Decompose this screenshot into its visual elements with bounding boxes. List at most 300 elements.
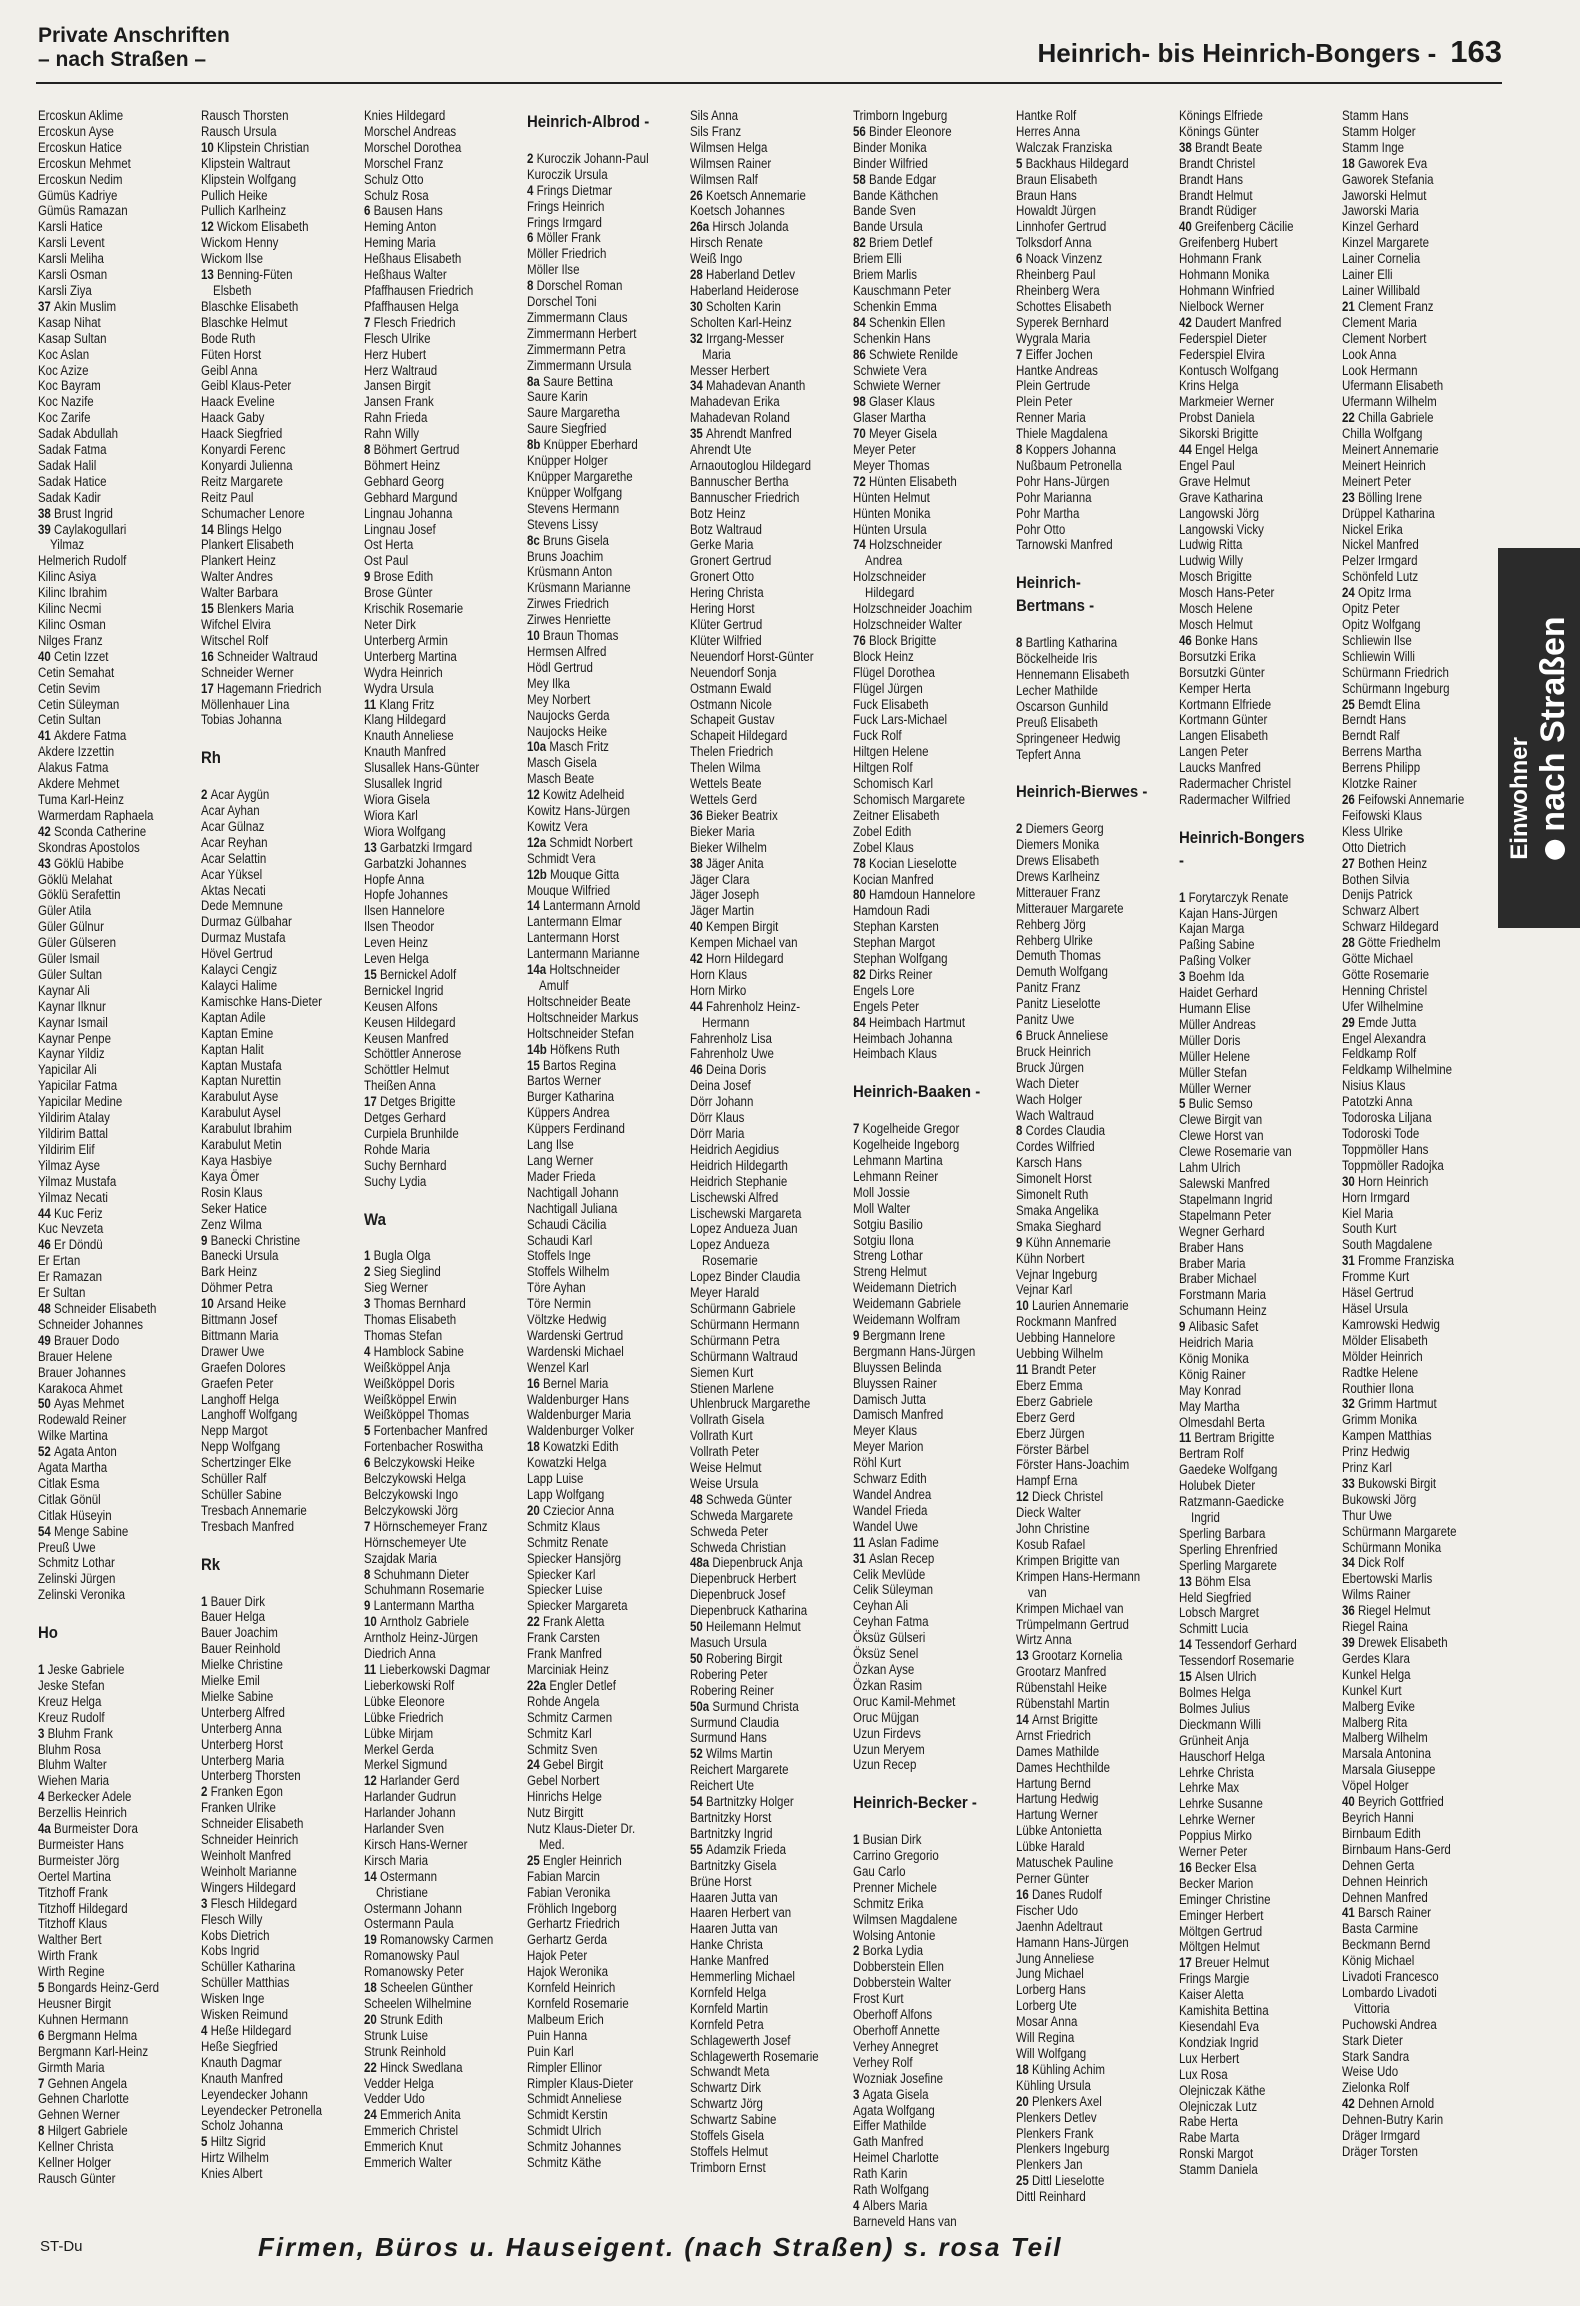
resident-entry: Krimpen Hans-Hermann [1016, 1568, 1141, 1584]
resident-entry: Clewe Birgit van [1179, 1112, 1263, 1128]
resident-entry: Akdere Izzettin [38, 744, 115, 760]
resident-entry: Sperling Barbara [1179, 1525, 1266, 1541]
resident-name: Chilla Gabriele [1358, 410, 1434, 426]
resident-entry: Lopez Binder Claudia [690, 1269, 801, 1285]
resident-entry [1342, 1794, 1502, 1810]
resident-entry: Demuth Wolfgang [1016, 964, 1108, 980]
resident-entry [1179, 140, 1339, 156]
resident-name: Bauer Dirk [210, 1593, 266, 1609]
resident-entry [1342, 299, 1502, 315]
resident-entry: Braun Elisabeth [1016, 171, 1098, 187]
resident-entry: Kilinc Necmi [38, 601, 102, 617]
resident-entry: Schwarz Albert [1342, 903, 1419, 919]
resident-entry: Zenz Wilma [201, 1216, 262, 1232]
resident-entry: Mouque Wilfried [527, 882, 611, 898]
resident-entry [1179, 633, 1339, 649]
resident-entry [364, 840, 524, 856]
resident-entry: Aktas Necati [201, 882, 266, 898]
resident-entry: Schürmann Gabriele [690, 1300, 796, 1316]
house-number: 84 [853, 1014, 870, 1030]
resident-entry: Tepfert Anna [1016, 746, 1081, 762]
resident-entry: Vedder Helga [364, 2075, 434, 2091]
house-number: 2 [1016, 821, 1026, 837]
resident-entry: Leven Helga [364, 951, 429, 967]
resident-entry: Uzun Firdevs [853, 1725, 921, 1741]
footer-note: Firmen, Büros u. Hauseigent. (nach Straßen) s. rosa Teil [258, 2232, 1063, 2262]
resident-entry: Renner Maria [1016, 410, 1086, 426]
resident-entry: Kaya Hasbiye [201, 1152, 273, 1168]
resident-entry: Knüpper Margarethe [527, 469, 633, 485]
resident-entry: Müller Andreas [1179, 1016, 1256, 1032]
resident-entry: Kaptan Halit [201, 1041, 264, 1057]
resident-entry: Förster Hans-Joachim [1016, 1457, 1130, 1473]
resident-entry: Zirwes Friedrich [527, 596, 609, 612]
resident-entry: Ostermann Paula [364, 1916, 454, 1932]
resident-entry: Holzschneider [853, 569, 926, 585]
resident-entry [364, 1869, 524, 1885]
resident-name: Harlander Gerd [380, 1773, 460, 1789]
resident-entry: Gau Carlo [853, 1863, 906, 1879]
resident-entry: Kilinc Asiya [38, 569, 97, 585]
resident-entry: Müller Werner [1179, 1080, 1252, 1096]
house-number: 7 [1016, 346, 1026, 362]
resident-entry: Wardenski Michael [527, 1343, 624, 1359]
resident-name: Flesch Friedrich [373, 314, 456, 330]
resident-name: Briem Detlef [869, 235, 933, 251]
resident-entry: Geibl Anna [201, 362, 258, 378]
resident-entry: Kunkel Kurt [1342, 1682, 1402, 1698]
resident-entry: Chilla Wolfgang [1342, 426, 1423, 442]
resident-entry: Howaldt Jürgen [1016, 203, 1097, 219]
resident-entry [364, 203, 524, 219]
spacer [527, 135, 687, 151]
resident-entry: Kaptan Adile [201, 1009, 266, 1025]
resident-entry: Demuth Thomas [1016, 948, 1101, 964]
house-number: 72 [853, 473, 870, 489]
house-number: 9 [1016, 1234, 1026, 1250]
resident-name: Fahrenholz Heinz- [706, 998, 801, 1014]
resident-entry: Mosch Brigitte [1179, 569, 1252, 585]
resident-entry: Hajok Peter [527, 1948, 588, 1964]
resident-name: Bieker Beatrix [706, 807, 778, 823]
resident-entry: Burmeister Hans [38, 1836, 124, 1852]
street-range-header [1038, 34, 1502, 70]
resident-entry: Dörr Klaus [690, 1110, 745, 1126]
resident-entry: Hamdoun Radi [853, 903, 930, 919]
resident-entry: Schürmann Petra [690, 1332, 780, 1348]
house-number: 6 [1016, 251, 1026, 267]
resident-entry: Saure Karin [527, 389, 588, 405]
resident-entry: Häsel Gertrud [1342, 1285, 1414, 1301]
resident-entry: Bartnitzky Horst [690, 1809, 772, 1825]
resident-entry: Yilmaz Necati [38, 1189, 108, 1205]
house-number: 10 [364, 1614, 381, 1630]
house-number: 78 [853, 855, 870, 871]
resident-entry: Spiecker Karl [527, 1566, 596, 1582]
resident-entry: Birnbaum Hans-Gerd [1342, 1841, 1451, 1857]
resident-entry: Schaudi Cäcilia [527, 1216, 607, 1232]
resident-name: Cetin Izzet [54, 648, 109, 664]
resident-entry: Lobsch Margret [1179, 1605, 1260, 1621]
resident-entry [1016, 2094, 1176, 2110]
resident-entry: Celik Süleyman [853, 1582, 934, 1598]
resident-entry: Wirtz Anna [1016, 1632, 1072, 1648]
resident-entry: Rimpler Ellinor [527, 2059, 602, 2075]
spacer [1016, 619, 1176, 635]
resident-entry: Vollrath Gisela [690, 1412, 765, 1428]
resident-entry [690, 188, 850, 204]
resident-entry [527, 437, 687, 453]
resident-entry: Hanke Christa [690, 1937, 763, 1953]
resident-entry: Oruc Kamil-Mehmet [853, 1693, 956, 1709]
resident-entry: Acar Gülnaz [201, 818, 265, 834]
resident-entry: Plenkers Detlev [1016, 2109, 1097, 2125]
resident-entry: Jaworski Helmut [1342, 187, 1427, 203]
resident-entry: Nielbock Werner [1179, 298, 1264, 314]
resident-entry: Szajdak Maria [364, 1550, 437, 1566]
house-number: 26 [1342, 791, 1359, 807]
resident-name: Bernel Maria [543, 1375, 609, 1391]
resident-name: Kocian Lieselotte [869, 855, 957, 871]
house-number: 50 [690, 1650, 707, 1666]
resident-entry: Weinholt Marianne [201, 1863, 297, 1879]
resident-entry: Malberg Rita [1342, 1714, 1408, 1730]
resident-entry: Bruck Jürgen [1016, 1059, 1084, 1075]
house-number: 14 [1179, 1637, 1196, 1653]
resident-name: Scheelen Günther [380, 1980, 473, 1996]
resident-entry: Kortmann Günter [1179, 712, 1268, 728]
resident-entry: Arnaoutoglou Hildegard [690, 457, 812, 473]
resident-entry: Schneider Werner [201, 664, 294, 680]
resident-entry: Detges Gerhard [364, 1110, 446, 1126]
resident-entry [364, 1455, 524, 1471]
resident-name: Sconda Catherine [54, 823, 147, 839]
resident-entry: Rehberg Ulrike [1016, 932, 1093, 948]
resident-entry: Kaya Ömer [201, 1168, 260, 1184]
resident-entry: Neuendorf Sonja [690, 664, 777, 680]
resident-entry: Hampf Erna [1016, 1473, 1078, 1489]
resident-entry [201, 522, 361, 538]
resident-entry [853, 633, 1013, 649]
footer-code: ST-Du [40, 2238, 83, 2255]
resident-name: Klipstein Christian [217, 139, 310, 155]
resident-entry: Lübke Harald [1016, 1839, 1085, 1855]
resident-entry: Reitz Paul [201, 489, 254, 505]
resident-entry [38, 1444, 198, 1460]
resident-entry: Knauth Anneliese [364, 728, 454, 744]
resident-entry: Kellner Christa [38, 2139, 114, 2155]
resident-entry: Fuck Lars-Michael [853, 712, 948, 728]
resident-name: Cordes Claudia [1025, 1123, 1105, 1139]
resident-entry: Ercoskun Nedim [38, 171, 123, 187]
resident-entry: Zirwes Henriette [527, 612, 611, 628]
house-number: 46 [690, 1062, 707, 1078]
resident-entry: Rausch Ursula [201, 123, 277, 139]
resident-name: Robering Birgit [706, 1650, 783, 1666]
resident-name: Hilgert Gabriele [47, 2123, 128, 2139]
resident-entry: Wiora Karl [364, 807, 418, 823]
resident-entry: Berndt Ralf [1342, 728, 1400, 744]
resident-name: Busian Dirk [862, 1832, 922, 1848]
resident-entry: Wisken Inge [201, 1991, 265, 2007]
resident-entry: Titzhoff Klaus [38, 1916, 108, 1932]
house-number: 20 [1016, 2093, 1033, 2109]
resident-entry: Binder Monika [853, 139, 927, 155]
resident-entry: Klüter Wilfried [690, 632, 762, 648]
house-number: 10 [201, 139, 218, 155]
resident-entry: Bruns Joachim [527, 548, 604, 564]
resident-name: Engler Detlef [549, 1677, 616, 1693]
page-number: 163 [1450, 34, 1502, 69]
resident-entry: Warmerdam Raphaela [38, 807, 154, 823]
house-number: 39 [38, 521, 55, 537]
resident-entry: Rheinberg Wera [1016, 282, 1100, 298]
resident-entry: South Kurt [1342, 1221, 1397, 1237]
resident-entry: Pfaffhausen Helga [364, 298, 459, 314]
resident-entry [1179, 1860, 1339, 1876]
resident-entry: Wandel Andrea [853, 1487, 932, 1502]
resident-entry: Schapeit Hildegard [690, 728, 788, 744]
resident-entry: Wandel Frieda [853, 1502, 928, 1518]
resident-entry: Kauschmann Peter [853, 282, 951, 298]
resident-entry: Unterberg Anna [201, 1720, 282, 1736]
resident-entry [364, 1598, 524, 1614]
resident-entry [690, 378, 850, 394]
resident-entry: Mielke Christine [201, 1657, 283, 1673]
street-heading: Heinrich-Bongers [1179, 827, 1305, 847]
resident-entry: Scholten Karl-Heinz [690, 314, 792, 330]
resident-entry: Möltgen Helmut [1179, 1939, 1260, 1955]
resident-entry: Brauer Helene [38, 1348, 113, 1364]
resident-entry: Poppius Mirko [1179, 1828, 1252, 1844]
resident-entry: Gebel Norbert [527, 1773, 600, 1789]
resident-name: Lantermann Martha [373, 1598, 475, 1614]
resident-entry: Schliewin Willi [1342, 648, 1415, 664]
resident-entry: Karsli Levent [38, 235, 105, 251]
resident-entry: Bittmann Josef [201, 1312, 278, 1328]
resident-entry: Masuch Ursula [690, 1635, 767, 1650]
house-number: 22 [1342, 410, 1359, 426]
resident-entry: Wiora Wolfgang [364, 823, 446, 839]
resident-entry: Thelen Wilma [690, 760, 761, 776]
resident-entry [1342, 1476, 1502, 1492]
resident-entry: Ufermann Elisabeth [1342, 378, 1444, 394]
resident-entry: Matuschek Pauline [1016, 1855, 1114, 1871]
house-number: 28 [1342, 935, 1359, 951]
resident-name: Tessendorf Gerhard [1195, 1637, 1297, 1653]
street-heading: Heinrich-Bierwes - [1016, 782, 1148, 802]
resident-entry: Belczykowski Jörg [364, 1502, 459, 1518]
house-number: 8 [1016, 1123, 1026, 1139]
resident-entry: Strunk Luise [364, 2027, 429, 2043]
resident-entry: Pullich Karlheinz [201, 203, 287, 219]
resident-name: Opitz Irma [1358, 585, 1412, 601]
resident-entry: Heidrich Stephanie [690, 1173, 788, 1189]
house-number: 16 [1016, 1886, 1033, 1902]
listing-column [1016, 108, 1176, 2218]
resident-entry: Schwandt Meta [690, 2064, 770, 2080]
house-number: 32 [1342, 1396, 1359, 1412]
house-number: 9 [853, 1327, 863, 1343]
house-number: 8b [527, 437, 544, 453]
resident-entry: Wydra Ursula [364, 680, 434, 696]
resident-entry: Dehnen Heinrich [1342, 1873, 1428, 1889]
resident-entry: Rausch Thorsten [201, 108, 289, 123]
section-heading [38, 24, 230, 72]
resident-name: Brust Ingrid [54, 505, 113, 521]
resident-entry: Wach Waltraud [1016, 1107, 1094, 1123]
resident-entry [1016, 1712, 1176, 1728]
resident-entry: Langowski Jörg [1179, 505, 1260, 521]
resident-entry: Hopfe Johannes [364, 887, 448, 903]
house-number: 3 [201, 1895, 211, 1911]
resident-entry: Plenkers Frank [1016, 2125, 1094, 2141]
house-number: 36 [1342, 1603, 1359, 1619]
house-number: 54 [690, 1794, 707, 1810]
resident-entry [690, 808, 850, 824]
spacer [853, 1062, 1013, 1078]
resident-name: Bukowski Birgit [1358, 1475, 1437, 1491]
resident-entry [690, 1619, 850, 1635]
resident-entry: Panitz Lieselotte [1016, 996, 1101, 1012]
resident-entry: Schwiete Werner [853, 378, 941, 394]
resident-entry [1342, 856, 1502, 872]
resident-entry: Heusner Birgit [38, 1996, 111, 2011]
resident-entry: Kowitz Hans-Jürgen [527, 803, 631, 819]
resident-entry: Dede Memnune [201, 898, 283, 914]
resident-name: Frank Aletta [543, 1614, 605, 1630]
resident-entry: Ost Herta [364, 537, 414, 553]
resident-entry: Lübke Friedrich [364, 1709, 444, 1725]
resident-entry [1342, 1015, 1502, 1031]
house-number: 1 [1179, 889, 1189, 905]
resident-entry: Schmitz Carmen [527, 1709, 613, 1725]
house-number: 34 [1342, 1555, 1359, 1571]
resident-entry: Jaworski Maria [1342, 203, 1419, 219]
resident-name: Hinck Swedlana [380, 2059, 463, 2075]
resident-entry [364, 315, 524, 331]
resident-entry: Feldkamp Rolf [1342, 1046, 1417, 1062]
resident-entry [38, 1524, 198, 1540]
resident-entry: Andrea [865, 553, 903, 569]
resident-entry: Pohr Hans-Jürgen [1016, 473, 1110, 489]
resident-entry [853, 394, 1013, 410]
resident-entry: Merkel Gerda [364, 1741, 434, 1757]
resident-name: Götte Friedhelm [1358, 935, 1441, 951]
resident-name: Dehnen Arnold [1358, 2096, 1435, 2112]
resident-entry: Meyer Thomas [853, 457, 930, 473]
resident-entry: Frank Carsten [527, 1630, 600, 1646]
resident-entry: Weißköppel Thomas [364, 1407, 470, 1423]
house-number: 54 [38, 1523, 55, 1539]
resident-entry: Otto Dietrich [1342, 839, 1407, 855]
resident-entry: Lapp Wolfgang [527, 1487, 605, 1503]
resident-entry: Knauth Dagmar [201, 2054, 282, 2070]
resident-entry [201, 267, 361, 283]
resident-entry: Paßing Volker [1179, 953, 1251, 969]
house-number: 44 [38, 1205, 55, 1221]
resident-entry: Haack Eveline [201, 394, 275, 410]
house-number: 38 [38, 505, 55, 521]
house-number: 16 [1179, 1859, 1196, 1875]
resident-entry: Werner Peter [1179, 1844, 1248, 1860]
house-number: 23 [1342, 489, 1359, 505]
resident-entry: Lecher Mathilde [1016, 682, 1098, 698]
resident-entry: Lombardo Livadoti [1342, 1984, 1437, 2000]
resident-entry: Gronert Gertrud [690, 553, 772, 569]
resident-entry: Thomas Stefan [364, 1327, 443, 1343]
resident-entry: Schneider Heinrich [201, 1832, 299, 1848]
resident-entry: Acar Reyhan [201, 834, 268, 850]
resident-entry: Wegner Gerhard [1179, 1223, 1265, 1239]
resident-entry: Thomas Elisabeth [364, 1312, 457, 1328]
resident-entry: Weidemann Gabriele [853, 1296, 961, 1312]
resident-entry [527, 1853, 687, 1869]
resident-entry [1342, 1253, 1502, 1269]
resident-entry: Diepenbruck Josef [690, 1587, 786, 1603]
resident-entry: Flügel Jürgen [853, 680, 923, 696]
resident-entry: Cetin Sultan [38, 712, 101, 728]
house-number: 14 [527, 898, 544, 914]
house-number: 1 [364, 1248, 374, 1264]
resident-name: Brose Edith [373, 569, 434, 585]
resident-name: Surmund Christa [712, 1698, 799, 1714]
resident-entry: Braber Maria [1179, 1255, 1246, 1271]
resident-entry: Rohde Angela [527, 1693, 600, 1709]
resident-entry: Vöpel Holger [1342, 1778, 1409, 1794]
resident-entry: Haidet Gerhard [1179, 985, 1258, 1001]
house-number: 9 [364, 1598, 374, 1614]
resident-name: Bölling Irene [1358, 489, 1423, 505]
resident-entry: Dräger Irmgard [1342, 2128, 1421, 2144]
resident-name: Dieck Christel [1032, 1489, 1104, 1505]
resident-entry [201, 649, 361, 665]
resident-entry: Slusallek Ingrid [364, 776, 443, 792]
resident-entry: Vollrath Peter [690, 1444, 760, 1460]
resident-entry: Lapp Luise [527, 1471, 584, 1487]
resident-entry: Yilmaz Ayse [38, 1157, 101, 1173]
resident-entry: Kogelheide Ingeborg [853, 1137, 960, 1153]
resident-entry: Knies Albert [201, 2166, 263, 2182]
resident-entry: Mosch Helmut [1179, 617, 1253, 632]
resident-entry [364, 1423, 524, 1439]
resident-entry: Brandt Christel [1179, 155, 1256, 171]
resident-name: Mouque Gitta [550, 866, 620, 882]
house-number: 12b [527, 866, 551, 882]
resident-entry: Knauth Manfred [201, 2070, 283, 2086]
resident-entry: Lehrke Susanne [1179, 1796, 1263, 1812]
resident-entry [527, 628, 687, 644]
house-number: 12 [527, 787, 544, 803]
spacer [38, 1646, 198, 1662]
resident-entry [853, 474, 1013, 490]
resident-entry: Brüne Horst [690, 1873, 752, 1889]
resident-entry: Lehmann Martina [853, 1152, 943, 1168]
resident-entry: Knüpper Wolfgang [527, 484, 623, 500]
resident-entry: Maria [702, 346, 731, 362]
resident-entry: Heming Anton [364, 219, 437, 235]
resident-entry: Sadak Hatice [38, 473, 107, 489]
resident-entry: Zimmermann Petra [527, 341, 626, 357]
street-heading: Wa [364, 1209, 386, 1229]
resident-entry: Linnhofer Gertrud [1016, 219, 1107, 235]
resident-entry: Unterberg Horst [201, 1736, 283, 1752]
resident-entry: May Martha [1179, 1398, 1240, 1414]
resident-entry: Olejniczak Lutz [1179, 2098, 1258, 2114]
resident-entry: Unterberg Alfred [201, 1704, 285, 1720]
resident-entry: Romanowsky Paul [364, 1948, 460, 1964]
resident-name: Hamdoun Hannelore [869, 887, 976, 903]
